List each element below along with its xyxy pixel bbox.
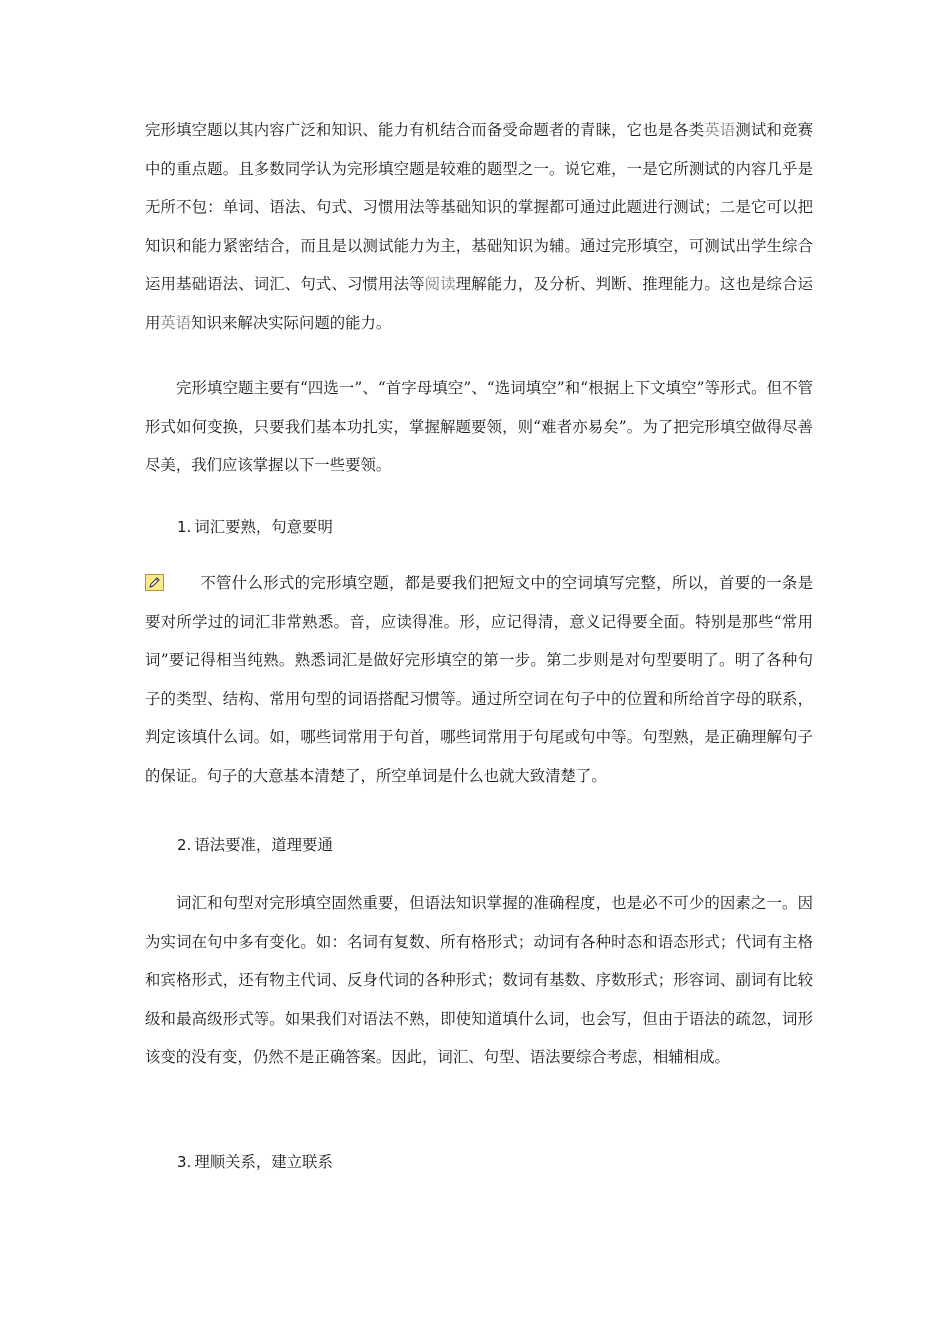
keyword-link-english-2[interactable]: 英语 xyxy=(160,313,192,332)
section-title-2: 语法要准，道理要通 xyxy=(194,836,333,854)
section-number-3: 3. xyxy=(177,1153,192,1171)
forms-paragraph: 完形填空题主要有“四选一”、“首字母填空”、“选词填空”和“根据上下文填空”等形式。但不管形式如何变换，只要我们基本功扎实，掌握解题要领，则“难者亦易矣”。为了把完形填空做得尽善尽美，我们应该掌握以下一些要领。 xyxy=(145,379,813,475)
section-heading-3 xyxy=(177,1150,333,1174)
pencil-note-icon[interactable] xyxy=(145,574,164,591)
section-title-1: 词汇要熟，句意要明 xyxy=(194,518,333,536)
intro-text-3: 理解能力，及分析、判断、推理能力。这也是综合运用 xyxy=(145,275,813,332)
intro-text-1: 完形填空题以其内容广泛和知识、能力有机结合而备受命题者的青睐，它也是各类 xyxy=(145,121,705,139)
intro-text-2: 测试和竞赛中的重点题。且多数同学认为完形填空题是较难的题型之一。说它难，一是它所测试的内容几乎是无所不包：单词、语法、句式、习惯用法等基础知识的掌握都可通过此题进行测试；二是它可以把知识和能力紧密结合，而且是以测试能力为主，基础知识为辅。通过完形填空，可测试出学生综合运用基础语法、词汇、句式、习惯用法等 xyxy=(145,121,813,294)
intro-text-4: 知识来解决实际问题的能力。 xyxy=(191,313,392,332)
section-number-1: 1. xyxy=(177,518,192,536)
section-heading-2 xyxy=(177,833,333,857)
vocabulary-text: 不管什么形式的完形填空题，都是要我们把短文中的空词填写完整，所以，首要的一条是要对所学过的词汇非常熟悉。音，应读得准。形，应记得清，意义记得要全面。特别是那些“常用词”要记得相当纯熟。熟悉词汇是做好完形填空的第一步。第二步则是对句型要明了。明了各种句子的类型、结构、常用句型的词语搭配习惯等。通过所空词在句子中的位置和所给首字母的联系，判定该填什么词。如，哪些词常用于句首，哪些词常用于句尾或句中等。句型熟，是正确理解句子的保证。句子的大意基本清楚了，所空单词是什么也就大致清楚了。 xyxy=(145,574,813,785)
section-heading-1 xyxy=(177,515,333,539)
vocabulary-paragraph xyxy=(145,564,813,796)
keyword-link-reading[interactable]: 阅读 xyxy=(424,275,456,294)
section-title-3: 理顺关系，建立联系 xyxy=(194,1153,333,1171)
grammar-paragraph: 词汇和句型对完形填空固然重要，但语法知识掌握的准确程度，也是必不可少的因素之一。因为实词在句中多有变化。如：名词有复数、所有格形式；动词有各种时态和语态形式；代词有主格和宾格形式，还有物主代词、反身代词的各种形式；数词有基数、序数形式；形容词、副词有比较级和最高级形式等。如果我们对语法不熟，即使知道填什么词，也会写，但由于语法的疏忽，词形该变的没有变，仍然不是正确答案。因此，词汇、句型、语法要综合考虑，相辅相成。 xyxy=(145,894,813,1067)
keyword-link-english[interactable]: 英语 xyxy=(704,121,736,139)
intro-paragraph xyxy=(145,111,813,343)
section-number-2: 2. xyxy=(177,836,192,854)
